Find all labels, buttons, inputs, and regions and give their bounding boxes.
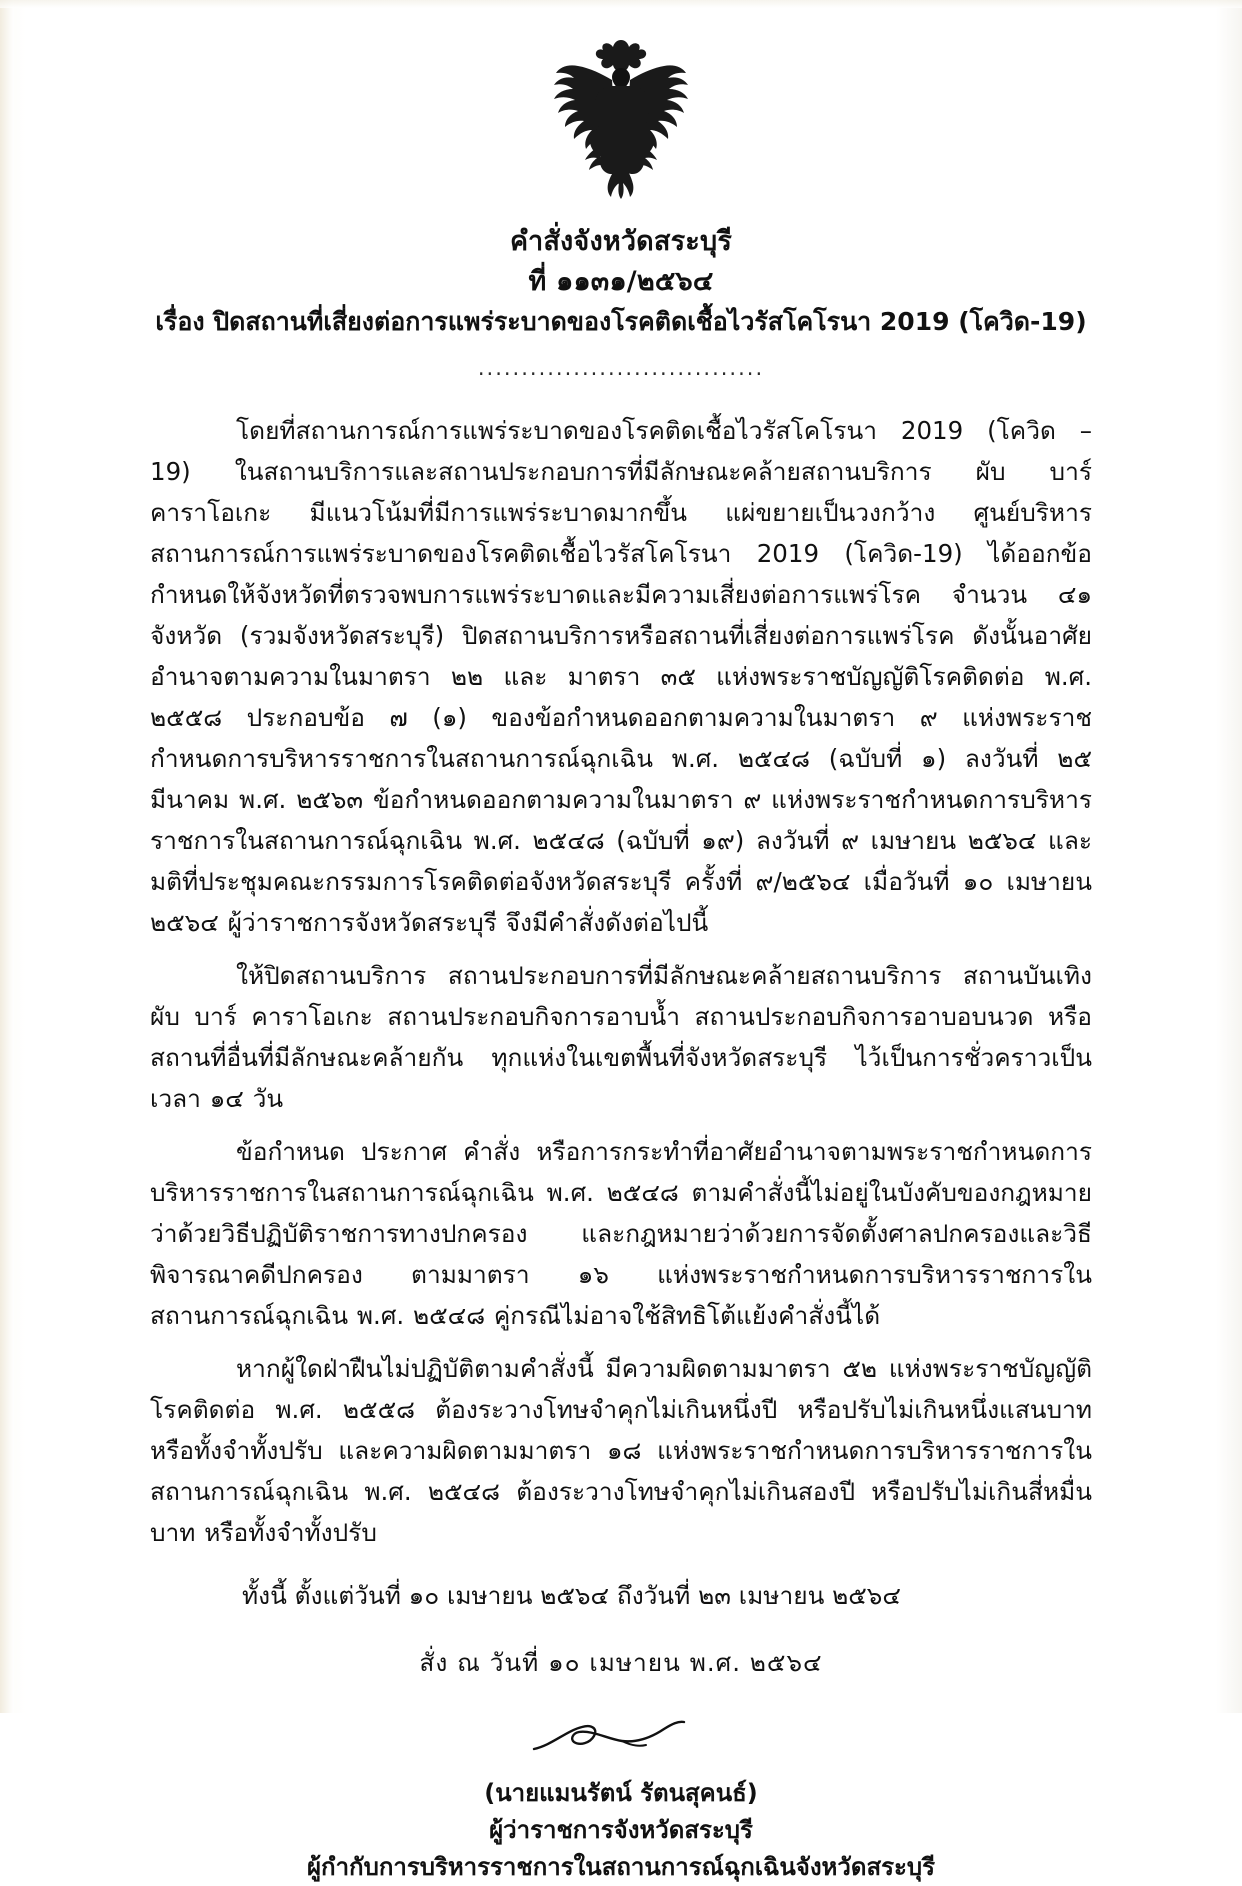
signer-role: ผู้กำกับการบริหารราชการในสถานการณ์ฉุกเฉินจังหวัดสระบุรี: [306, 1853, 935, 1881]
paragraph-1: โดยที่สถานการณ์การแพร่ระบาดของโรคติดเชื้อไวรัสโคโรนา 2019 (โควิด – 19) ในสถานบริการและสถานประกอบการที่มีลักษณะคล้ายสถานบริการ ผับ บาร์ คาราโอเกะ มีแนวโน้มที่มีการแพร่ระบาดมากขึ้น แผ่ขยายเป็นวงกว้าง ศูนย์บริหารสถานการณ์การแพร่ระบาดของโรคติดเชื้อไวรัสโคโรนา 2019 (โควิด-19) ได้ออกข้อกำหนดให้จังหวัดที่ตรวจพบการแพร่ระบาดและมีความเสี่ยงต่อการแพร่โรค จำนวน ๔๑ จังหวัด (รวมจังหวัดสระบุรี) ปิดสถานบริการหรือสถานที่เสี่ยงต่อการแพร่โรค ดังนั้นอาศัยอำนาจตามความในมาตรา ๒๒ และ มาตรา ๓๕ แห่งพระราชบัญญัติโรคติดต่อ พ.ศ. ๒๕๕๘ ประกอบข้อ ๗ (๑) ของข้อกำหนดออกตามความในมาตรา ๙ แห่งพระราชกำหนดการบริหารราชการในสถานการณ์ฉุกเฉิน พ.ศ. ๒๕๔๘ (ฉบับที่ ๑) ลงวันที่ ๒๕ มีนาคม พ.ศ. ๒๕๖๓ ข้อกำหนดออกตามความในมาตรา ๙ แห่งพระราชกำหนดการบริหารราชการในสถานการณ์ฉุกเฉิน พ.ศ. ๒๕๔๘ (ฉบับที่ ๑๙) ลงวันที่ ๙ เมษายน ๒๕๖๔ และมติที่ประชุมคณะกรรมการโรคติดต่อจังหวัดสระบุรี ครั้งที่ ๙/๒๕๖๔ เมื่อวันที่ ๑๐ เมษายน ๒๕๖๔ ผู้ว่าราชการจังหวัดสระบุรี จึงมีคำสั่งดังต่อไปนี้: [150, 416, 1092, 937]
garuda-emblem: [526, 34, 716, 204]
paragraph-3: ข้อกำหนด ประกาศ คำสั่ง หรือการกระทำที่อาศัยอำนาจตามพระราชกำหนดการบริหารราชการในสถานการณ์ฉุกเฉิน พ.ศ. ๒๕๔๘ ตามคำสั่งนี้ไม่อยู่ในบังคับของกฎหมายว่าด้วยวิธีปฏิบัติราชการทางปกครอง และกฎหมายว่าด้วยการจัดตั้งศาลปกครองและวิธีพิจารณาคดีปกครอง ตามมาตรา ๑๖ แห่งพระราชกำหนดการบริหารราชการในสถานการณ์ฉุกเฉิน พ.ศ. ๒๕๔๘ คู่กรณีไม่อาจใช้สิทธิโต้แย้งคำสั่งนี้ได้: [150, 1137, 1092, 1330]
order-date: สั่ง ณ วันที่ ๑๐ เมษายน พ.ศ. ๒๕๖๔: [419, 1648, 823, 1677]
paragraph-4: หากผู้ใดฝ่าฝืนไม่ปฏิบัติตามคำสั่งนี้ มีความผิดตามมาตรา ๕๒ แห่งพระราชบัญญัติโรคติดต่อ พ.ศ. ๒๕๕๘ ต้องระวางโทษจำคุกไม่เกินหนึ่งปี หรือปรับไม่เกินหนึ่งแสนบาท หรือทั้งจำทั้งปรับ และความผิดตามมาตรา ๑๘ แห่งพระราชกำหนดการบริหารราชการในสถานการณ์ฉุกเฉิน พ.ศ. ๒๕๔๘ ต้องระวางโทษจำคุกไม่เกินสองปี หรือปรับไม่เกินสี่หมื่นบาท หรือทั้งจำทั้งปรับ: [150, 1354, 1092, 1547]
signer-position: ผู้ว่าราชการจังหวัดสระบุรี: [489, 1816, 753, 1844]
signer-block: [150, 1775, 1092, 1886]
heading-line-2: ที่ ๑๑๓๑/๒๕๖๔: [528, 266, 714, 297]
heading-subject: เรื่อง ปิดสถานที่เสี่ยงต่อการแพร่ระบาดของโรคติดเชื้อไวรัสโคโรนา 2019 (โควิด-19): [155, 307, 1087, 336]
heading-divider: .................................: [477, 356, 765, 380]
effective-period: ทั้งนี้ ตั้งแต่วันที่ ๑๐ เมษายน ๒๕๖๔ ถึงวันที่ ๒๓ เมษายน ๒๕๖๔: [242, 1581, 901, 1610]
heading-line-1: คำสั่งจังหวัดสระบุรี: [509, 226, 733, 257]
signature-mark: [526, 1709, 716, 1771]
emblem-container: [150, 0, 1092, 204]
signer-name: (นายแมนรัตน์ รัตนสุคนธ์): [484, 1779, 758, 1807]
document-body: [150, 410, 1092, 1683]
signature-container: [150, 1709, 1092, 1771]
paragraph-2: ให้ปิดสถานบริการ สถานประกอบการที่มีลักษณะคล้ายสถานบริการ สถานบันเทิง ผับ บาร์ คาราโอเกะ สถานประกอบกิจการอาบน้ำ สถานประกอบกิจการอาบอบนวด หรือสถานที่อื่นที่มีลักษณะคล้ายกัน ทุกแห่งในเขตพื้นที่จังหวัดสระบุรี ไว้เป็นการชั่วคราวเป็นเวลา ๑๔ วัน: [150, 961, 1092, 1113]
document-heading: [150, 222, 1092, 342]
